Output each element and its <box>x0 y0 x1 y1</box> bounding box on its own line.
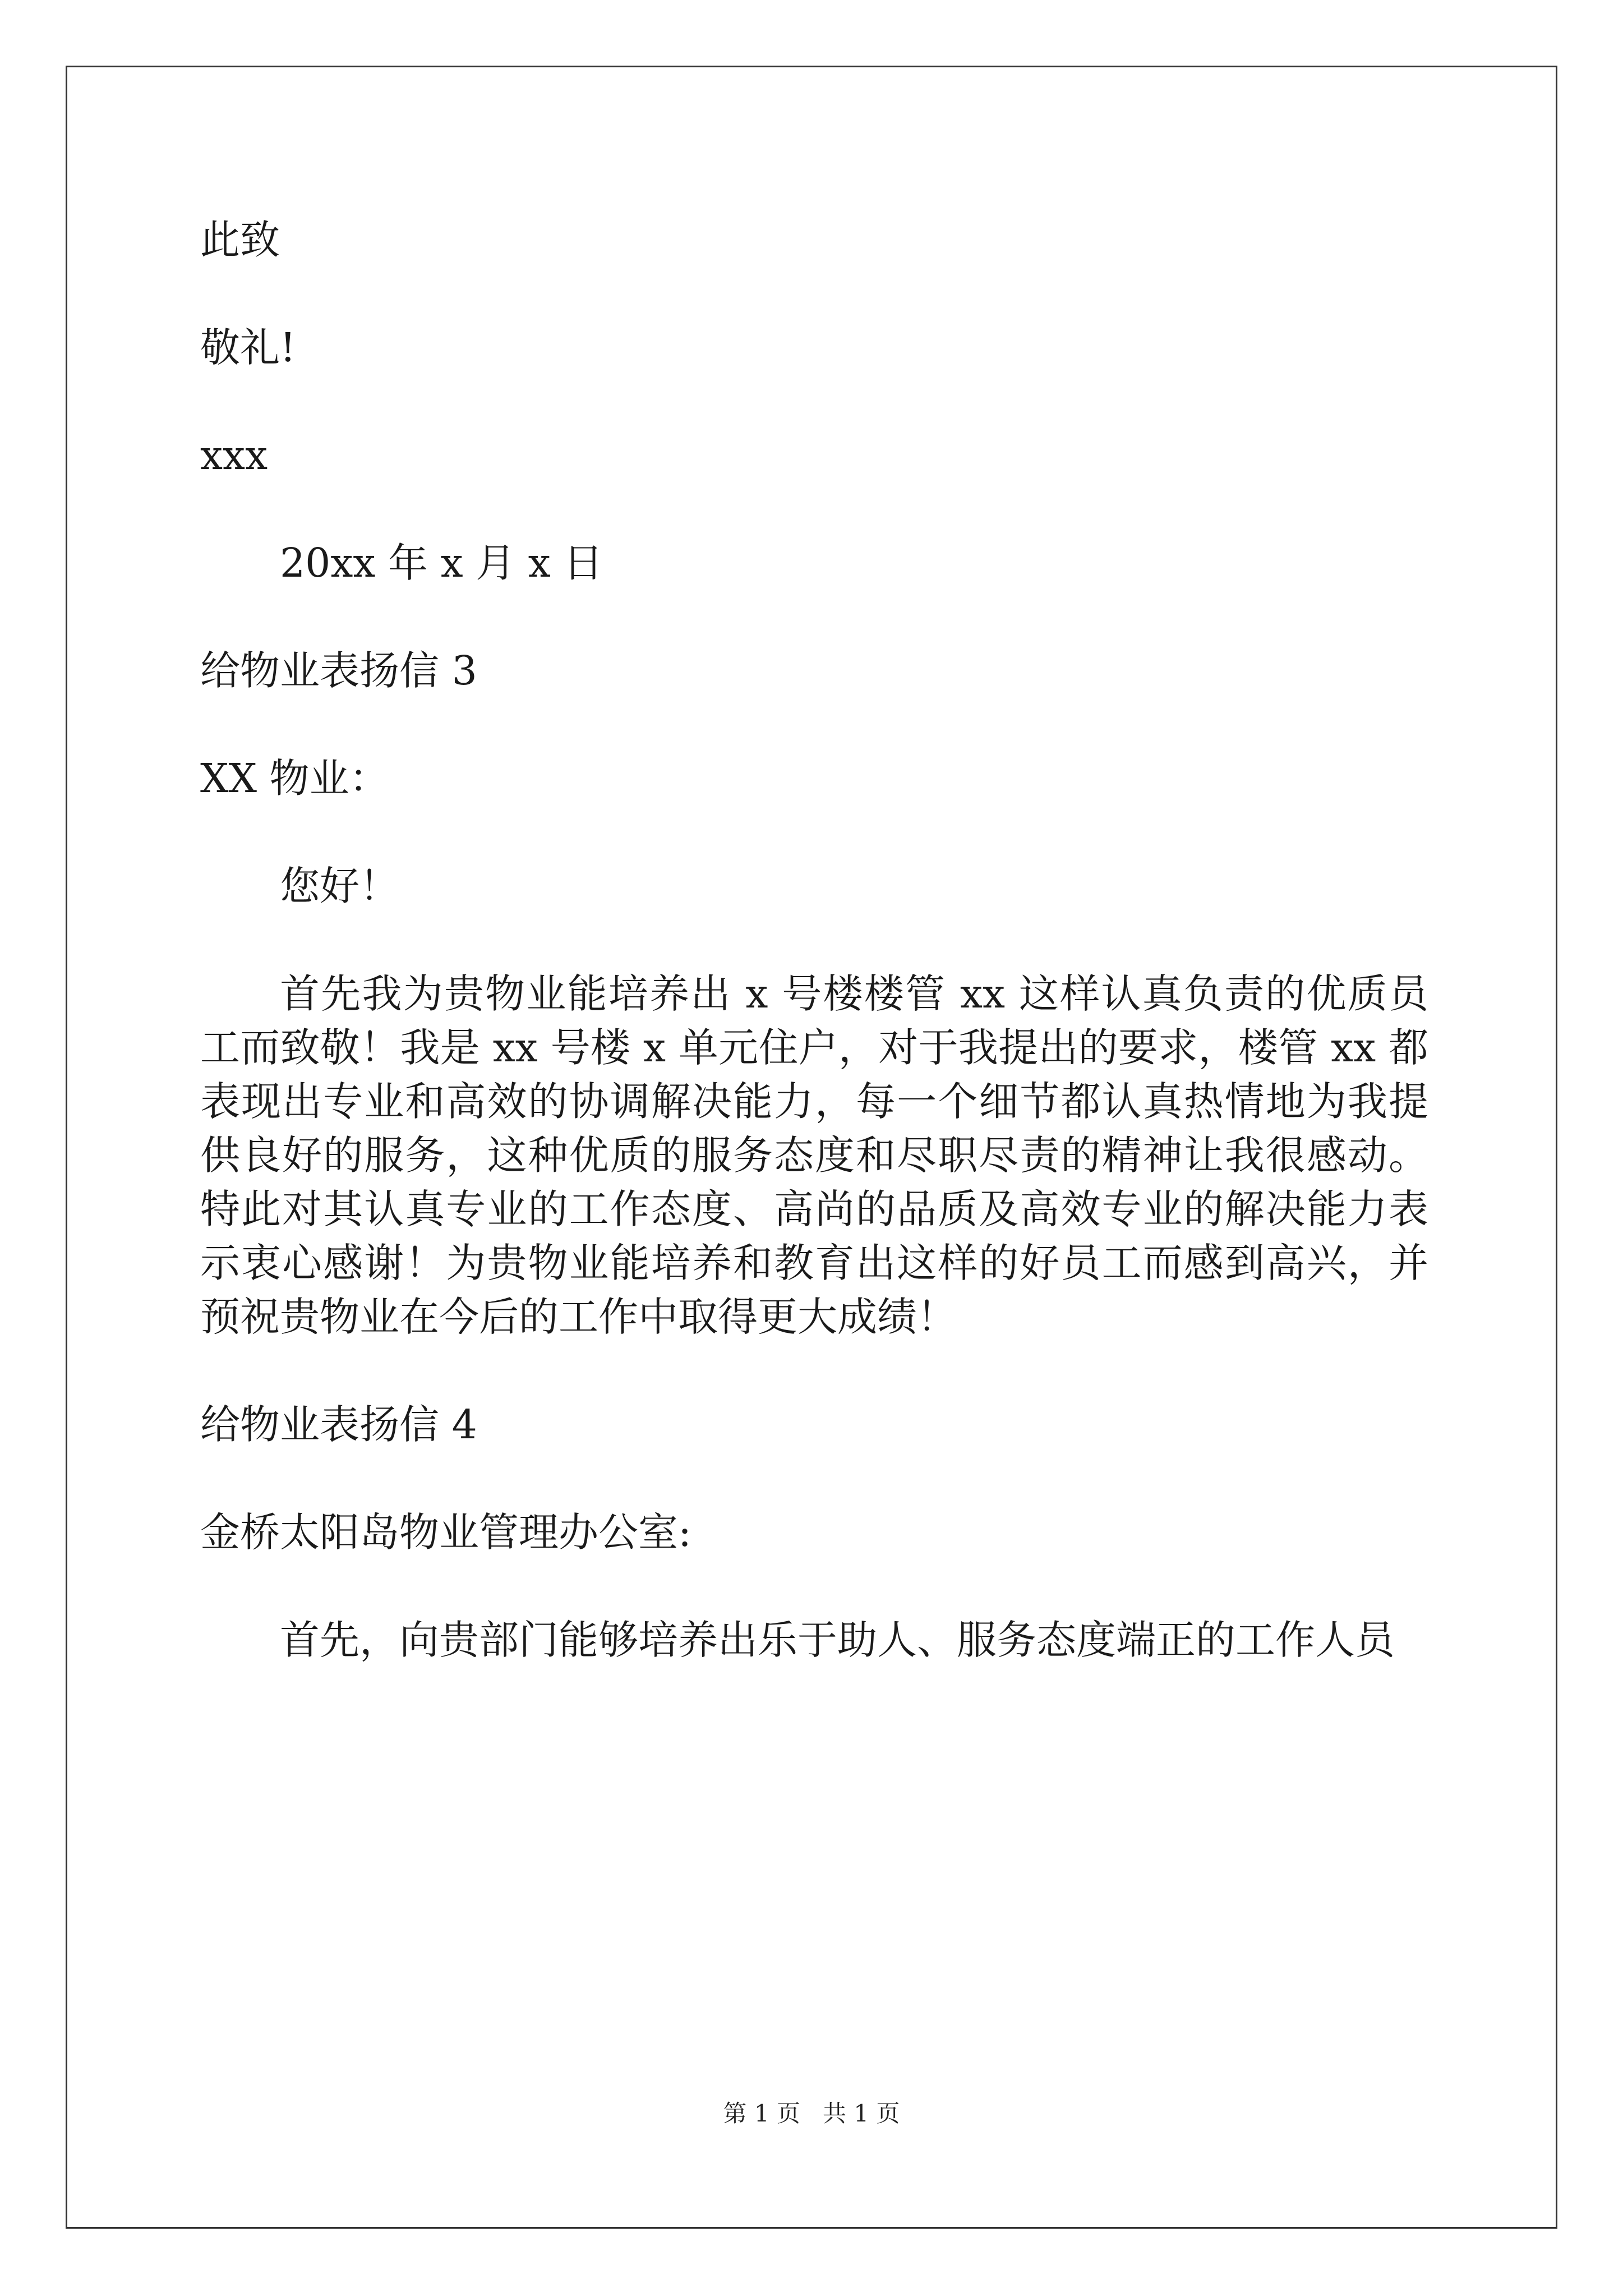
page-number-current: 第 1 页 <box>723 2100 800 2127</box>
signature-line: xxx <box>200 432 268 478</box>
greeting-line: 您好！ <box>280 863 400 909</box>
heading-letter-3: 给物业表扬信 3 <box>200 647 477 694</box>
regards-line: 敬礼! <box>200 324 296 371</box>
heading-letter-4: 给物业表扬信 4 <box>200 1401 477 1448</box>
page-footer <box>0 2098 1623 2129</box>
closing-line: 此致 <box>200 217 280 263</box>
page-number-total: 共 1 页 <box>823 2100 900 2127</box>
body-paragraph-letter-3: 首先我为贵物业能培养出 x 号楼楼管 xx 这样认真负责的优质员工而致敬！我是 xx 号楼 x 单元住户，对于我提出的要求，楼管 xx 都表现出专业和高效的协调解决能力，每一个细节都认真热情地为我提供良好的服务，这种优质的服务态度和尽职尽责的精神让我很感动。特此对其认真专业的工作态度、高尚的品质及高效专业的解决能力表示衷心感谢！为贵物业能培养和教育出这样的好员工而感到高兴，并预祝贵物业在今后的工作中取得更大成绩！ <box>200 970 1428 1340</box>
salutation-letter-4: 金桥太阳岛物业管理办公室: <box>200 1509 691 1556</box>
date-line: 20xx 年 x 月 x 日 <box>280 540 603 586</box>
body-paragraph-letter-4: 首先，向贵部门能够培养出乐于助人、服务态度端正的工作人员 <box>280 1617 1395 1663</box>
salutation-letter-3: XX 物业： <box>200 755 389 802</box>
document-body <box>200 213 1428 1667</box>
